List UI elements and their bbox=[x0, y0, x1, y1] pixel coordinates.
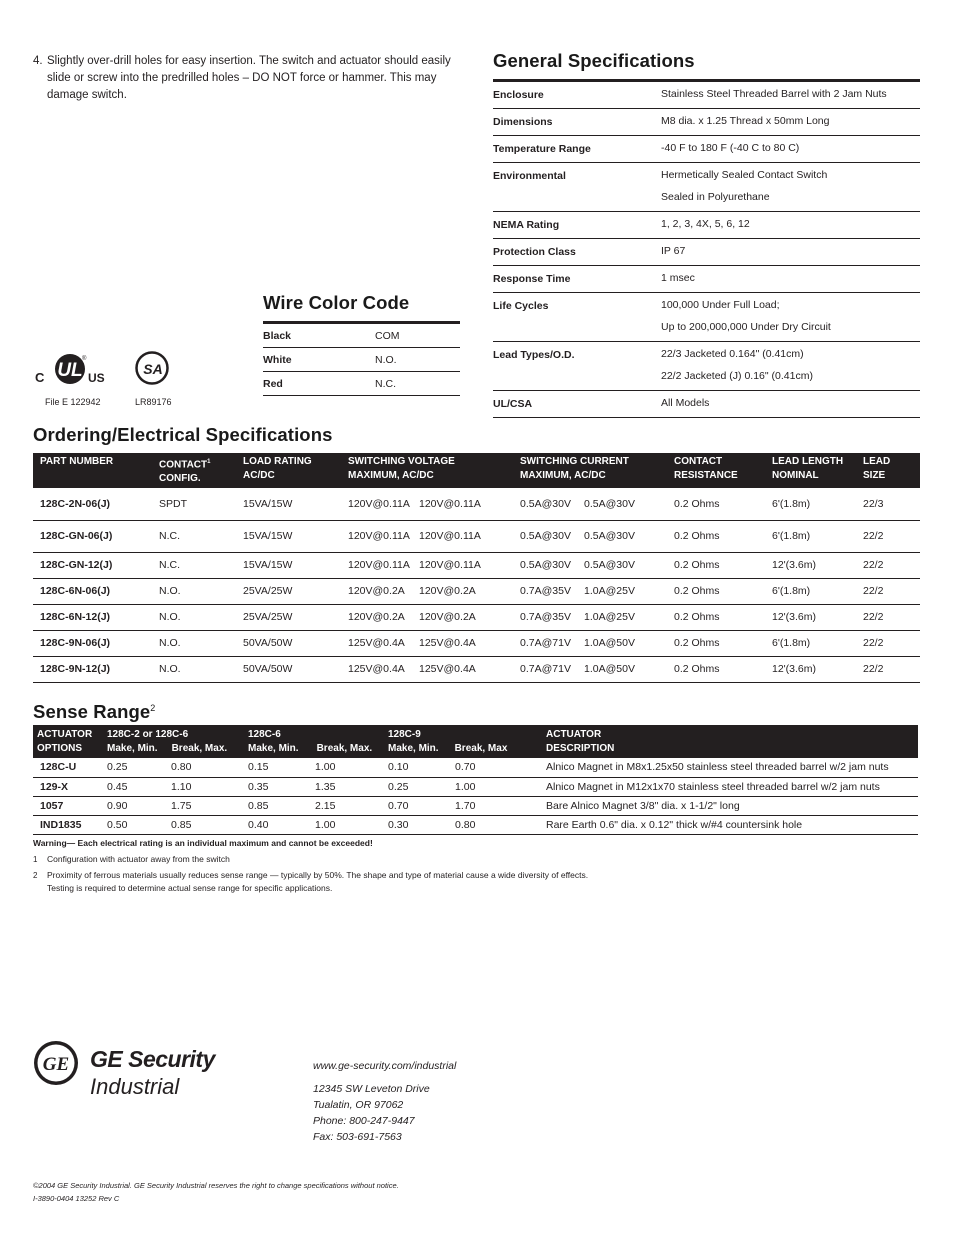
spec-value-line: Hermetically Sealed Contact Switch bbox=[661, 169, 828, 181]
cell-load: 25VA/25W bbox=[239, 578, 344, 604]
header-text: LEAD LENGTH bbox=[772, 456, 844, 467]
cell-v-ac: 125V@0.4A bbox=[344, 656, 415, 682]
ul-us-text: US bbox=[88, 371, 105, 385]
table-row bbox=[33, 796, 918, 815]
csa-logo bbox=[135, 350, 171, 386]
sense-range-footnote-mark: 2 bbox=[150, 702, 156, 713]
cell-i-ac: 0.5A@30V bbox=[516, 520, 580, 552]
ordering-header bbox=[33, 453, 155, 488]
table-row bbox=[33, 758, 918, 777]
table-row bbox=[33, 656, 920, 682]
cell-i-dc: 1.0A@50V bbox=[580, 630, 670, 656]
spec-value bbox=[661, 142, 920, 159]
cell-v-dc: 120V@0.2A bbox=[415, 578, 516, 604]
cell-opt: IND1835 bbox=[33, 815, 103, 834]
ordering-header bbox=[859, 453, 920, 488]
cell-len: 6'(1.8m) bbox=[768, 488, 859, 520]
cell-m1: 0.25 bbox=[103, 758, 167, 777]
footnote-2: 2 Proximity of ferrous materials usually reduces sense range — typically by 50%. The shape and type of material cause a wide diversity of effects. Testing is required to determine actual sense range for specific applications. bbox=[33, 870, 589, 893]
spec-label: Protection Class bbox=[493, 246, 576, 258]
spec-value bbox=[661, 245, 920, 262]
spec-label: Environmental bbox=[493, 170, 566, 182]
ul-mark-text: UL bbox=[57, 360, 83, 381]
phone-line: Phone: 800-247-9447 bbox=[313, 1115, 415, 1127]
spec-value-line: Up to 200,000,000 Under Dry Circuit bbox=[661, 321, 831, 333]
installation-note bbox=[33, 53, 453, 104]
wire-signal: COM bbox=[375, 329, 400, 342]
cell-i-ac: 0.7A@35V bbox=[516, 578, 580, 604]
ordering-table bbox=[33, 453, 920, 683]
cell-b1: 0.80 bbox=[167, 758, 244, 777]
csa-file-number: LR89176 bbox=[135, 397, 172, 407]
spec-value-line: 22/3 Jacketed 0.164" (0.41cm) bbox=[661, 348, 804, 360]
wire-signal: N.O. bbox=[375, 353, 397, 366]
header-footnote-mark: 1 bbox=[207, 459, 211, 465]
website-link[interactable]: www.ge-security.com/industrial bbox=[313, 1060, 457, 1072]
sense-header-description: ACTUATOR DESCRIPTION bbox=[542, 725, 918, 758]
cell-m3: 0.25 bbox=[384, 777, 451, 796]
header-line bbox=[40, 455, 151, 469]
spec-value bbox=[661, 169, 920, 208]
spec-label: Response Time bbox=[493, 273, 571, 285]
table-row bbox=[33, 552, 920, 578]
cell-m2: 0.40 bbox=[244, 815, 311, 834]
wire-color-title: Wire Color Code bbox=[263, 292, 460, 324]
cell-part: 128C-2N-06(J) bbox=[33, 488, 155, 520]
header-text: CONTACT bbox=[159, 459, 208, 471]
sense-range-title-text: Sense Range bbox=[33, 701, 151, 722]
cell-part: 128C-6N-06(J) bbox=[33, 578, 155, 604]
spec-value-line: M8 dia. x 1.25 Thread x 50mm Long bbox=[661, 115, 830, 127]
cell-i-ac: 0.7A@71V bbox=[516, 630, 580, 656]
cell-res: 0.2 Ohms bbox=[670, 578, 768, 604]
cell-v-ac: 120V@0.2A bbox=[344, 578, 415, 604]
sense-header-group-3: 128C-9 Make, Min. Break, Max bbox=[384, 725, 542, 758]
cell-config: N.O. bbox=[155, 604, 239, 630]
spec-value-line: Stainless Steel Threaded Barrel with 2 Jam Nuts bbox=[661, 88, 887, 100]
header-text: LOAD RATING bbox=[243, 456, 312, 467]
cell-opt: 1057 bbox=[33, 796, 103, 815]
header-line bbox=[520, 455, 666, 469]
cell-m2: 0.15 bbox=[244, 758, 311, 777]
cell-i-ac: 0.7A@35V bbox=[516, 604, 580, 630]
sense-range-table bbox=[33, 725, 918, 835]
cell-res: 0.2 Ohms bbox=[670, 552, 768, 578]
cell-b3: 1.00 bbox=[451, 777, 542, 796]
header-line bbox=[772, 455, 855, 469]
cell-desc: Alnico Magnet in M12x1x70 stainless steel threaded barrel w/2 jam nuts bbox=[542, 777, 918, 796]
cell-v-dc: 125V@0.4A bbox=[415, 656, 516, 682]
spec-value bbox=[661, 397, 920, 414]
ul-registered-mark: ® bbox=[82, 356, 87, 362]
cell-load: 15VA/15W bbox=[239, 488, 344, 520]
cell-load: 15VA/15W bbox=[239, 552, 344, 578]
wire-color: Black bbox=[263, 329, 292, 342]
cell-v-dc: 120V@0.2A bbox=[415, 604, 516, 630]
spec-value-line: 1, 2, 3, 4X, 5, 6, 12 bbox=[661, 218, 750, 230]
cell-part: 128C-6N-12(J) bbox=[33, 604, 155, 630]
cell-m3: 0.10 bbox=[384, 758, 451, 777]
cell-config: N.C. bbox=[155, 520, 239, 552]
cell-size: 22/2 bbox=[859, 520, 920, 552]
cell-i-ac: 0.7A@71V bbox=[516, 656, 580, 682]
cell-res: 0.2 Ohms bbox=[670, 656, 768, 682]
header-line bbox=[348, 455, 512, 469]
table-row bbox=[33, 815, 918, 834]
spec-value-line: 22/2 Jacketed (J) 0.16" (0.41cm) bbox=[661, 370, 813, 382]
spec-row bbox=[493, 212, 920, 239]
header-line: CONFIG. bbox=[159, 473, 201, 485]
table-row bbox=[33, 630, 920, 656]
spec-value bbox=[661, 218, 920, 235]
cell-size: 22/3 bbox=[859, 488, 920, 520]
spec-label: NEMA Rating bbox=[493, 219, 560, 231]
cell-config: SPDT bbox=[155, 488, 239, 520]
copyright-text: ©2004 GE Security Industrial. GE Security Industrial reserves the right to change specifications without notice. bbox=[33, 1181, 399, 1190]
header-text: SWITCHING VOLTAGE bbox=[348, 456, 455, 467]
header-text: PART NUMBER bbox=[40, 456, 114, 467]
ordering-header bbox=[670, 453, 768, 488]
cell-len: 12'(3.6m) bbox=[768, 656, 859, 682]
header-line: MAXIMUM, AC/DC bbox=[348, 470, 434, 481]
document-id: I-3890-0404 13252 Rev C bbox=[33, 1194, 120, 1203]
spec-row bbox=[493, 293, 920, 342]
spec-row bbox=[493, 82, 920, 109]
wire-signal: N.C. bbox=[375, 377, 396, 390]
cell-len: 6'(1.8m) bbox=[768, 578, 859, 604]
fax-line: Fax: 503-691-7563 bbox=[313, 1131, 402, 1143]
spec-row bbox=[493, 342, 920, 391]
ge-monogram-text: GE bbox=[42, 1054, 70, 1075]
spec-value bbox=[661, 299, 920, 338]
header-line: SIZE bbox=[863, 470, 886, 481]
cell-i-dc: 0.5A@30V bbox=[580, 552, 670, 578]
sense-range-title bbox=[33, 701, 155, 723]
ordering-title: Ordering/Electrical Specifications bbox=[33, 424, 333, 445]
cell-i-dc: 0.5A@30V bbox=[580, 488, 670, 520]
spec-value-line: IP 67 bbox=[661, 245, 686, 257]
cell-v-ac: 120V@0.11A bbox=[344, 552, 415, 578]
cell-desc: Alnico Magnet in M8x1.25x50 stainless steel threaded barrel w/2 jam nuts bbox=[542, 758, 918, 777]
spec-value-line: 100,000 Under Full Load; bbox=[661, 299, 780, 311]
cell-size: 22/2 bbox=[859, 656, 920, 682]
cell-config: N.O. bbox=[155, 656, 239, 682]
cell-size: 22/2 bbox=[859, 630, 920, 656]
general-specs-title: General Specifications bbox=[493, 50, 920, 82]
spec-label: Enclosure bbox=[493, 89, 544, 101]
cell-v-ac: 120V@0.11A bbox=[344, 488, 415, 520]
sense-header-group-2: 128C-6 Make, Min. Break, Max. bbox=[244, 725, 384, 758]
table-row bbox=[33, 488, 920, 520]
cell-m1: 0.90 bbox=[103, 796, 167, 815]
spec-value bbox=[661, 115, 920, 132]
cell-v-ac: 120V@0.2A bbox=[344, 604, 415, 630]
cell-len: 12'(3.6m) bbox=[768, 604, 859, 630]
spec-row bbox=[493, 163, 920, 212]
cell-m3: 0.30 bbox=[384, 815, 451, 834]
ul-listed-logo bbox=[33, 352, 108, 386]
cell-m1: 0.45 bbox=[103, 777, 167, 796]
cell-b1: 1.10 bbox=[167, 777, 244, 796]
cell-config: N.O. bbox=[155, 578, 239, 604]
spec-label: Lead Types/O.D. bbox=[493, 349, 575, 361]
cell-config: N.C. bbox=[155, 552, 239, 578]
cell-i-dc: 1.0A@50V bbox=[580, 656, 670, 682]
spec-label: UL/CSA bbox=[493, 398, 533, 410]
header-line bbox=[674, 455, 764, 469]
cell-b1: 0.85 bbox=[167, 815, 244, 834]
note-number: 4. bbox=[33, 55, 43, 67]
header-text: LEAD bbox=[863, 456, 891, 467]
spec-label: Dimensions bbox=[493, 116, 553, 128]
cell-i-ac: 0.5A@30V bbox=[516, 552, 580, 578]
cell-v-ac: 120V@0.11A bbox=[344, 520, 415, 552]
footnote-1: 1 Configuration with actuator away from the switch bbox=[33, 854, 230, 864]
wire-row bbox=[263, 348, 460, 372]
spec-value bbox=[661, 272, 920, 289]
cell-b2: 2.15 bbox=[311, 796, 384, 815]
cell-part: 128C-9N-12(J) bbox=[33, 656, 155, 682]
ordering-header bbox=[239, 453, 344, 488]
table-row bbox=[33, 520, 920, 552]
csa-mark-text: SA bbox=[143, 361, 163, 377]
wire-color: Red bbox=[263, 377, 283, 390]
cell-b3: 0.80 bbox=[451, 815, 542, 834]
cell-b2: 1.00 bbox=[311, 758, 384, 777]
address-line: Tualatin, OR 97062 bbox=[313, 1099, 404, 1111]
cell-m2: 0.85 bbox=[244, 796, 311, 815]
cell-i-dc: 1.0A@25V bbox=[580, 578, 670, 604]
cell-v-ac: 125V@0.4A bbox=[344, 630, 415, 656]
spec-label: Life Cycles bbox=[493, 300, 549, 312]
brand-name: GE Security bbox=[90, 1046, 215, 1072]
header-line: RESISTANCE bbox=[674, 470, 738, 481]
cell-load: 15VA/15W bbox=[239, 520, 344, 552]
wire-row bbox=[263, 324, 460, 348]
brand-division: Industrial bbox=[90, 1074, 180, 1099]
ordering-header bbox=[768, 453, 859, 488]
cell-desc: Bare Alnico Magnet 3/8" dia. x 1-1/2" long bbox=[542, 796, 918, 815]
header-line: MAXIMUM, AC/DC bbox=[520, 470, 606, 481]
table-row bbox=[33, 777, 918, 796]
warning-text: Warning— Each electrical rating is an individual maximum and cannot be exceeded! bbox=[33, 838, 373, 848]
cell-size: 22/2 bbox=[859, 578, 920, 604]
cell-b3: 1.70 bbox=[451, 796, 542, 815]
header-text: CONTACT bbox=[674, 456, 723, 467]
header-line bbox=[159, 455, 235, 472]
header-line: AC/DC bbox=[243, 470, 275, 481]
sense-header-actuator: ACTUATOR OPTIONS bbox=[33, 725, 103, 758]
spec-value bbox=[661, 88, 920, 105]
spec-value-line: -40 F to 180 F (-40 C to 80 C) bbox=[661, 142, 800, 154]
cell-len: 6'(1.8m) bbox=[768, 630, 859, 656]
cell-b1: 1.75 bbox=[167, 796, 244, 815]
ul-c-text: C bbox=[35, 370, 45, 385]
spec-label: Temperature Range bbox=[493, 143, 591, 155]
cell-desc: Rare Earth 0.6" dia. x 0.12" thick w/#4 countersink hole bbox=[542, 815, 918, 834]
address-line: 12345 SW Leveton Drive bbox=[313, 1083, 430, 1095]
spec-row bbox=[493, 136, 920, 163]
cell-res: 0.2 Ohms bbox=[670, 604, 768, 630]
contact-block bbox=[313, 1058, 456, 1145]
spec-value bbox=[661, 348, 920, 387]
cell-load: 50VA/50W bbox=[239, 630, 344, 656]
note-text: Slightly over-drill holes for easy insertion. The switch and actuator should easily slide or screw into the predrilled holes – DO NOT force or hammer. This may damage switch. bbox=[47, 55, 451, 101]
table-row bbox=[33, 578, 920, 604]
ordering-header bbox=[155, 453, 239, 488]
cell-b2: 1.35 bbox=[311, 777, 384, 796]
ordering-header bbox=[344, 453, 516, 488]
header-line bbox=[863, 455, 916, 469]
cell-v-dc: 120V@0.11A bbox=[415, 552, 516, 578]
cell-v-dc: 120V@0.11A bbox=[415, 488, 516, 520]
cell-m3: 0.70 bbox=[384, 796, 451, 815]
cell-part: 128C-9N-06(J) bbox=[33, 630, 155, 656]
cell-res: 0.2 Ohms bbox=[670, 520, 768, 552]
cell-part: 128C-GN-06(J) bbox=[33, 520, 155, 552]
cell-opt: 128C-U bbox=[33, 758, 103, 777]
sense-header-group-1: 128C-2 or 128C-6 Make, Min. Break, Max. bbox=[103, 725, 244, 758]
wire-color: White bbox=[263, 353, 292, 366]
cell-opt: 129-X bbox=[33, 777, 103, 796]
copyright-block bbox=[33, 1179, 399, 1205]
general-specifications bbox=[493, 50, 920, 418]
cell-b2: 1.00 bbox=[311, 815, 384, 834]
cell-v-dc: 125V@0.4A bbox=[415, 630, 516, 656]
spec-value-line: All Models bbox=[661, 397, 710, 409]
cell-config: N.O. bbox=[155, 630, 239, 656]
header-line: NOMINAL bbox=[772, 470, 819, 481]
spec-row bbox=[493, 266, 920, 293]
header-line bbox=[243, 455, 340, 469]
cell-len: 6'(1.8m) bbox=[768, 520, 859, 552]
header-text: SWITCHING CURRENT bbox=[520, 456, 629, 467]
cell-load: 50VA/50W bbox=[239, 656, 344, 682]
table-row bbox=[33, 604, 920, 630]
ge-monogram-logo bbox=[33, 1040, 79, 1086]
spec-row bbox=[493, 391, 920, 418]
spec-row bbox=[493, 109, 920, 136]
wire-row bbox=[263, 372, 460, 396]
spec-value-line: 1 msec bbox=[661, 272, 695, 284]
cell-m1: 0.50 bbox=[103, 815, 167, 834]
cell-part: 128C-GN-12(J) bbox=[33, 552, 155, 578]
cell-len: 12'(3.6m) bbox=[768, 552, 859, 578]
cell-i-ac: 0.5A@30V bbox=[516, 488, 580, 520]
cell-i-dc: 0.5A@30V bbox=[580, 520, 670, 552]
cell-res: 0.2 Ohms bbox=[670, 630, 768, 656]
cell-i-dc: 1.0A@25V bbox=[580, 604, 670, 630]
cell-res: 0.2 Ohms bbox=[670, 488, 768, 520]
cell-m2: 0.35 bbox=[244, 777, 311, 796]
spec-value-line: Sealed in Polyurethane bbox=[661, 191, 770, 203]
ordering-header bbox=[516, 453, 670, 488]
wire-color-code bbox=[263, 292, 460, 396]
ul-file-number: File E 122942 bbox=[45, 397, 101, 407]
cell-size: 22/2 bbox=[859, 552, 920, 578]
spec-row bbox=[493, 239, 920, 266]
cell-v-dc: 120V@0.11A bbox=[415, 520, 516, 552]
cell-b3: 0.70 bbox=[451, 758, 542, 777]
cell-size: 22/2 bbox=[859, 604, 920, 630]
cell-load: 25VA/25W bbox=[239, 604, 344, 630]
